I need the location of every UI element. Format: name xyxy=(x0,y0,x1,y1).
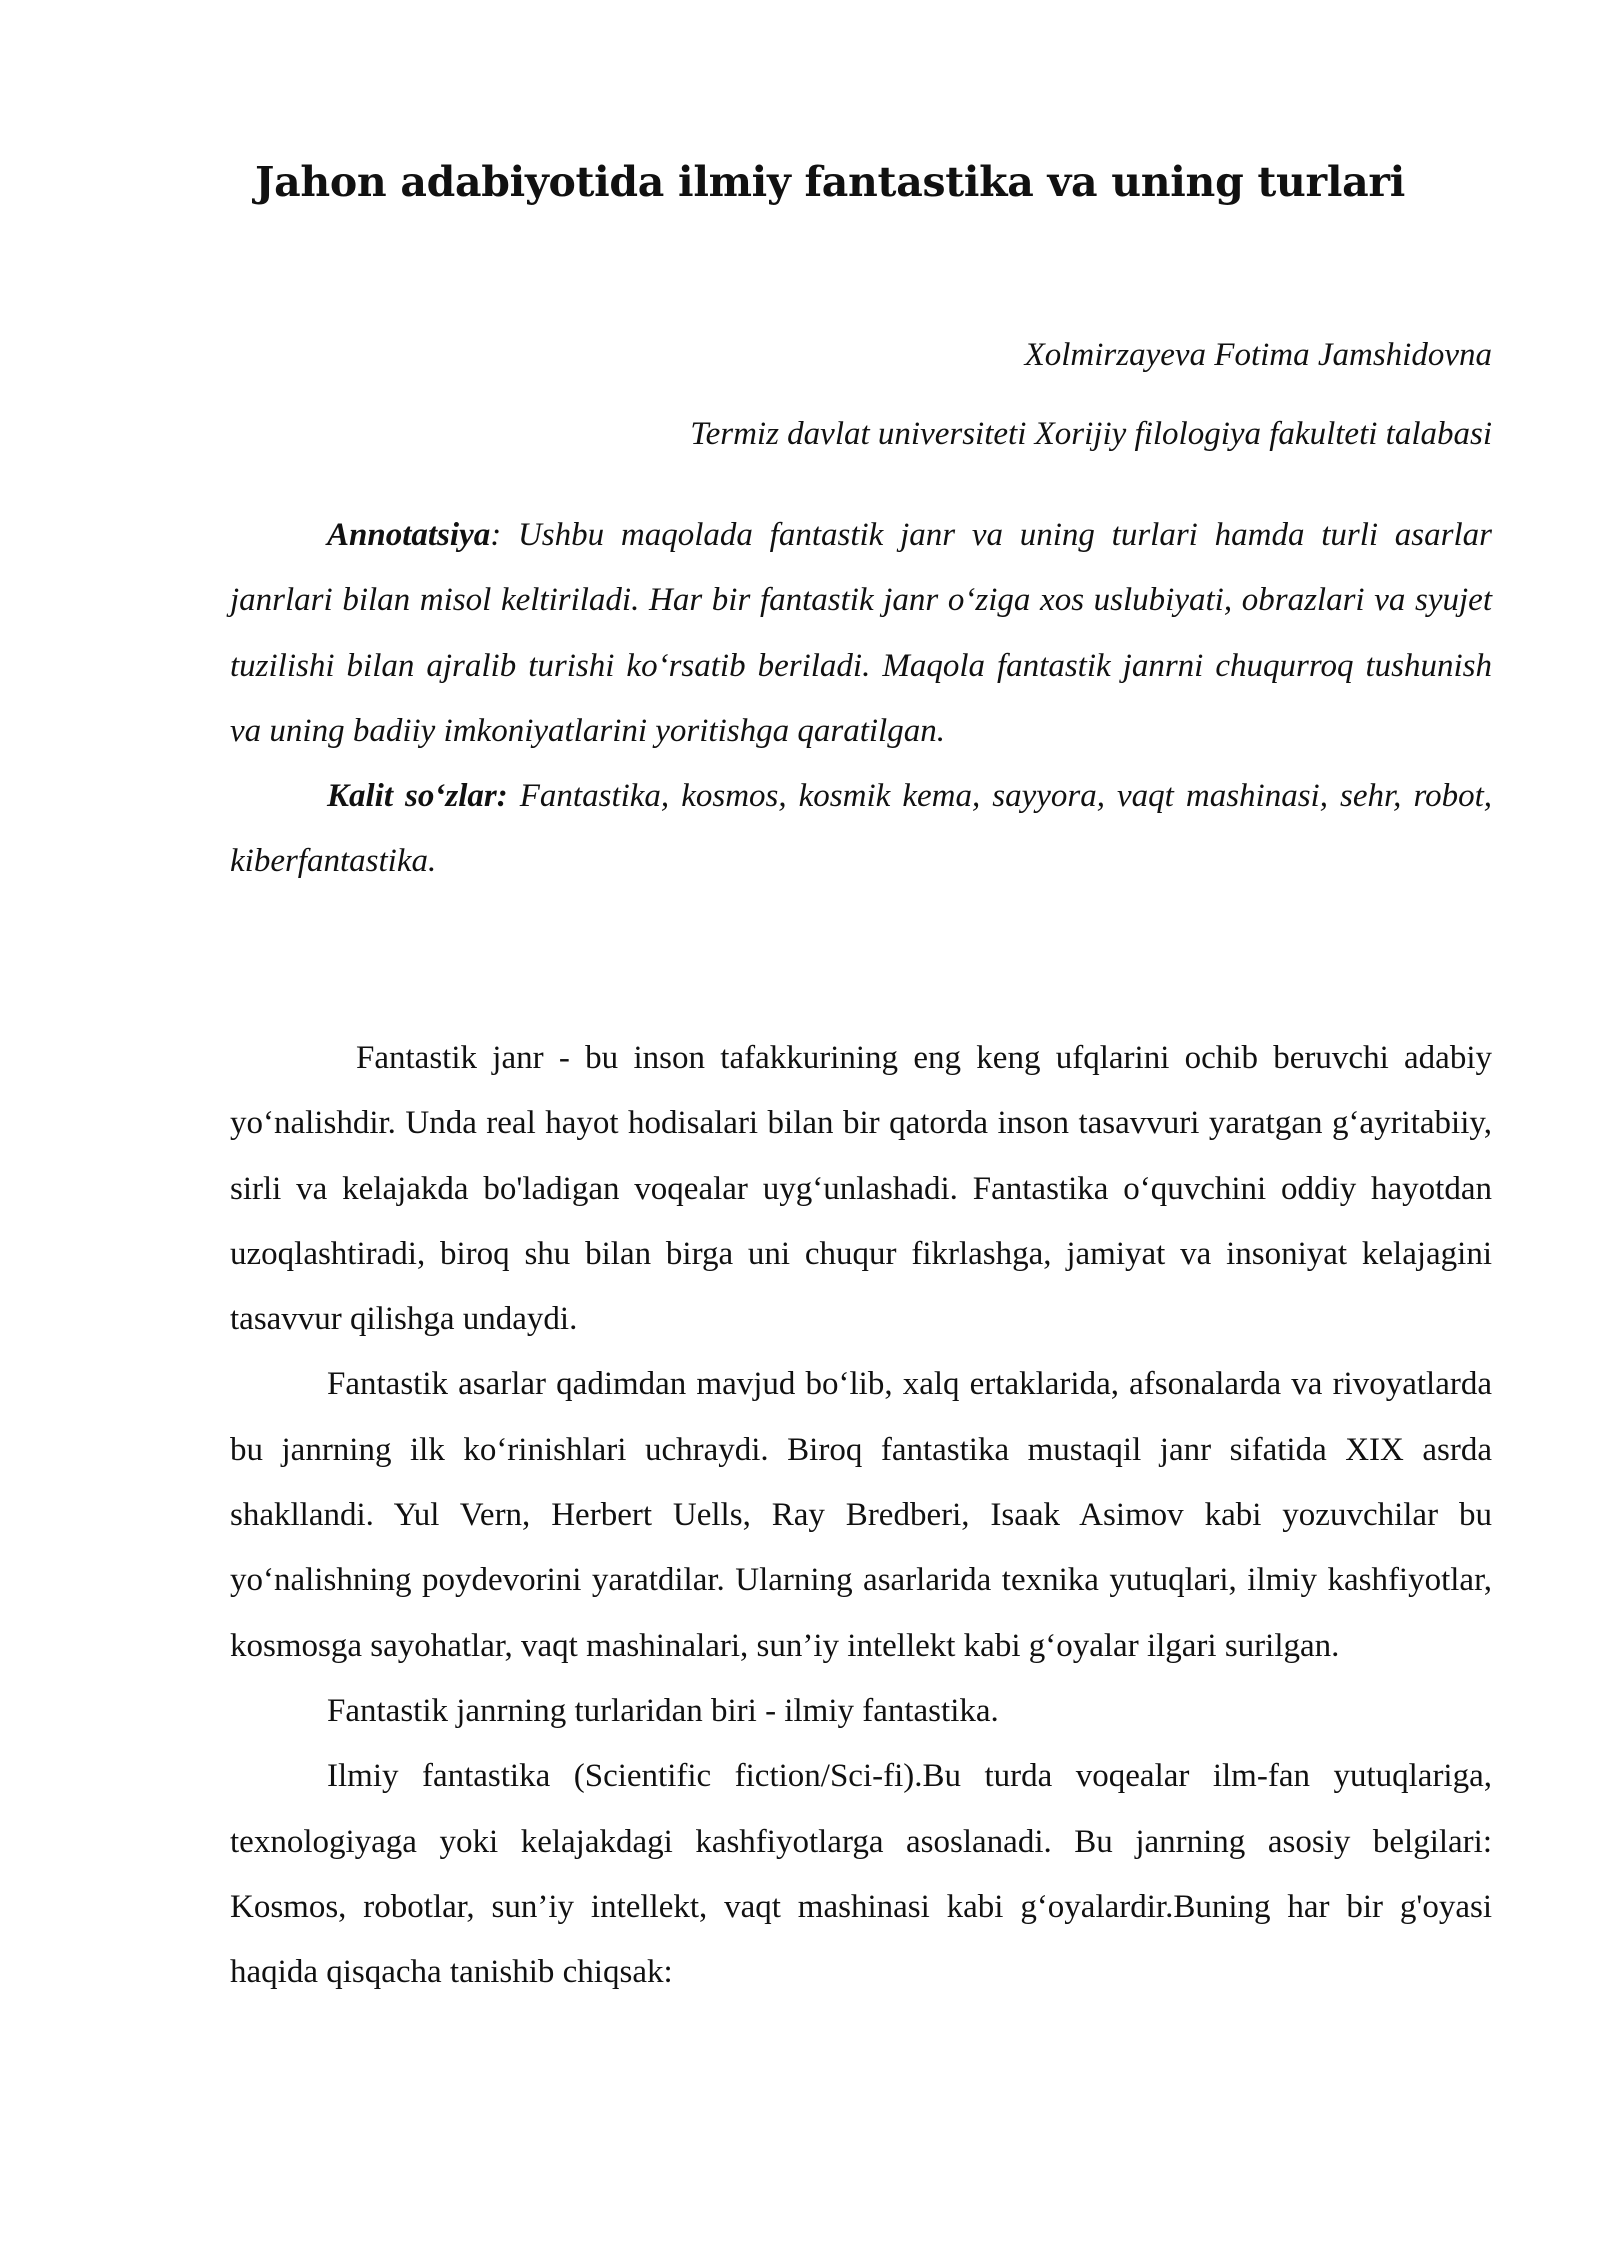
abstract-section xyxy=(230,503,1492,895)
body-paragraph: Ilmiy fantastika (Scientific fiction/Sci-fi).Bu turda voqealar ilm-fan yutuqlariga, texnologiyaga yoki kelajakdagi kashfiyotlarga asoslanadi. Bu janrning asosiy belgilari: Kosmos, robotlar, sun’iy intellekt, vaqt mashinasi kabi g‘oyalardir.Buning har bir g'oyasi haqida qisqacha tanishib chiqsak: xyxy=(230,1758,1492,1991)
main-text xyxy=(230,1026,1492,2005)
keywords-label: Kalit so‘zlar: xyxy=(327,778,508,815)
abstract-label: Annotatsiya xyxy=(327,517,491,553)
abstract-paragraph xyxy=(230,503,1492,764)
author-affiliation: Termiz davlat universiteti Xorijiy filologiya fakulteti talabasi xyxy=(690,416,1492,452)
abstract-text: : Ushbu maqolada fantastik janr va uning turlari hamda turli asarlar janrlari bilan misol keltiriladi. Har bir fantastik janr o‘ziga xos uslubiyati, obrazlari va syujet tuzilishi bilan ajralib turishi ko‘rsatib beriladi. Maqola fantastik janrni chuqurroq tushunish va uning badiiy imkoniyatlarini yoritishga qaratilgan. xyxy=(230,517,1492,749)
keywords-paragraph xyxy=(230,764,1492,895)
body-paragraph: Fantastik janr - bu inson tafakkurining eng keng ufqlarini ochib beruvchi adabiy yo‘nalishdir. Unda real hayot hodisalari bilan bir qatorda inson tasavvuri yaratgan g‘ayritabiiy, sirli va kelajakda bo'ladigan voqealar uyg‘unlashadi. Fantastika o‘quvchini oddiy hayotdan uzoqlashtiradi, biroq shu bilan birga uni chuqur fikrlashga, jamiyat va insoniyat kelajagini tasavvur qilishga undaydi. xyxy=(230,1040,1492,1338)
author-name: Xolmirzayeva Fotima Jamshidovna xyxy=(1024,337,1492,373)
author-block xyxy=(230,316,1492,474)
body-paragraph: Fantastik janrning turlaridan biri - ilmiy fantastika. xyxy=(327,1692,999,1729)
keywords-text: Fantastika, kosmos, kosmik kema, sayyora, vaqt mashinasi, sehr, robot, kiberfantastika. xyxy=(230,778,1492,880)
document-title: Jahon adabiyotida ilmiy fantastika va uning turlari xyxy=(255,158,1405,206)
body-paragraph: Fantastik asarlar qadimdan mavjud bo‘lib, xalq ertaklarida, afsonalarda va rivoyatlarda bu janrning ilk ko‘rinishlari uchraydi. Biroq fantastika mustaqil janr sifatida XIX asrda shakllandi. Yul Vern, Herbert Uells, Ray Bredberi, Isaak Asimov kabi yozuvchilar bu yo‘nalishning poydevorini yaratdilar. Ularning asarlarida texnika yutuqlari, ilmiy kashfiyotlar, kosmosga sayohatlar, vaqt mashinalari, sun’iy intellekt kabi g‘oyalar ilgari surilgan. xyxy=(230,1366,1492,1664)
